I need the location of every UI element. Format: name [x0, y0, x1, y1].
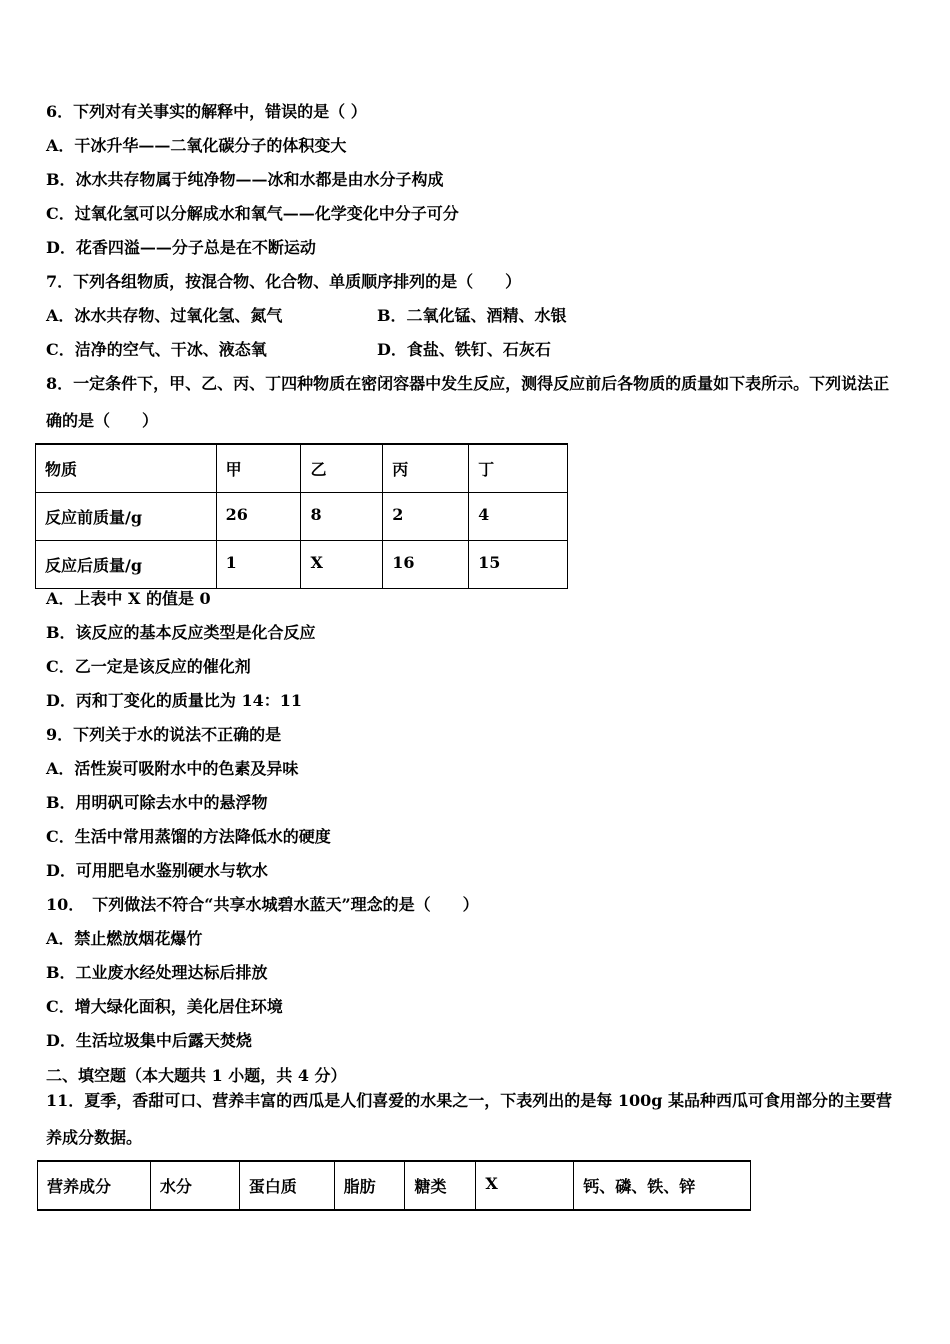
- table-header-cell: 钙、磷、铁、锌: [574, 1161, 751, 1210]
- q9-option-a: A．活性炭可吸附水中的色素及异味: [46, 759, 299, 778]
- table-cell: 26: [216, 493, 301, 541]
- q11-table: [37, 1160, 751, 1211]
- table-row: [36, 541, 568, 589]
- table-header-cell: 水分: [150, 1161, 239, 1210]
- q7-option-d: D．食盐、铁钉、石灰石: [377, 340, 551, 359]
- q6-stem: 6．下列对有关事实的解释中，错误的是（ ）: [46, 102, 367, 121]
- q6-option-d: D．花香四溢——分子总是在不断运动: [46, 238, 316, 257]
- table-header-cell: 物质: [36, 444, 217, 493]
- q8-stem-line1: 8．一定条件下，甲、乙、丙、丁四种物质在密闭容器中发生反应，测得反应前后各物质的质量如下表所示。下列说法正: [46, 374, 890, 393]
- table-header-cell: 脂肪: [334, 1161, 405, 1210]
- section-heading: 二、填空题（本大题共 1 小题，共 4 分）: [46, 1066, 347, 1085]
- q7-option-a: A．冰水共存物、过氧化氢、氮气: [46, 306, 283, 325]
- table-header-cell: 丙: [383, 444, 469, 493]
- table-cell: X: [301, 541, 383, 589]
- q10-stem: 10． 下列做法不符合“共享水城碧水蓝天”理念的是（ ）: [46, 895, 479, 914]
- q9-stem: 9．下列关于水的说法不正确的是: [46, 725, 282, 744]
- table-cell: 8: [301, 493, 383, 541]
- table-header-cell: X: [476, 1161, 574, 1210]
- q11-stem-line2: 养成分数据。: [46, 1128, 143, 1147]
- table-cell: 16: [383, 541, 469, 589]
- q8-table: [35, 443, 568, 589]
- q10-option-c: C．增大绿化面积，美化居住环境: [46, 997, 283, 1016]
- table-header-row: [38, 1161, 751, 1210]
- q8-stem-line2: 确的是（ ）: [46, 411, 159, 430]
- q8-option-c: C．乙一定是该反应的催化剂: [46, 657, 251, 676]
- q10-option-d: D．生活垃圾集中后露天焚烧: [46, 1031, 252, 1050]
- table-row: [36, 493, 568, 541]
- table-cell: 2: [383, 493, 469, 541]
- table-cell: 反应后质量/g: [36, 541, 217, 589]
- q9-option-d: D．可用肥皂水鉴别硬水与软水: [46, 861, 268, 880]
- q6-option-c: C．过氧化氢可以分解成水和氧气——化学变化中分子可分: [46, 204, 459, 223]
- table-header-cell: 乙: [301, 444, 383, 493]
- q10-option-b: B．工业废水经处理达标后排放: [46, 963, 268, 982]
- table-cell: 4: [469, 493, 568, 541]
- q11-stem-line1: 11．夏季，香甜可口、营养丰富的西瓜是人们喜爱的水果之一，下表列出的是每 100g 某品种西瓜可食用部分的主要营: [46, 1091, 892, 1110]
- table-header-cell: 丁: [469, 444, 568, 493]
- q10-option-a: A．禁止燃放烟花爆竹: [46, 929, 203, 948]
- q8-option-a: A．上表中 X 的值是 0: [46, 589, 211, 608]
- table-header-row: [36, 444, 568, 493]
- q8-option-d: D．丙和丁变化的质量比为 14：11: [46, 691, 302, 710]
- table-cell: 15: [469, 541, 568, 589]
- q6-option-b: B．冰水共存物属于纯净物——冰和水都是由水分子构成: [46, 170, 444, 189]
- q7-stem: 7．下列各组物质，按混合物、化合物、单质顺序排列的是（ ）: [46, 272, 522, 291]
- q9-option-b: B．用明矾可除去水中的悬浮物: [46, 793, 268, 812]
- table-header-cell: 营养成分: [38, 1161, 151, 1210]
- table-header-cell: 糖类: [405, 1161, 476, 1210]
- table-cell: 反应前质量/g: [36, 493, 217, 541]
- q9-option-c: C．生活中常用蒸馏的方法降低水的硬度: [46, 827, 331, 846]
- table-header-cell: 甲: [216, 444, 301, 493]
- q7-option-c: C．洁净的空气、干冰、液态氧: [46, 340, 267, 359]
- q8-option-b: B．该反应的基本反应类型是化合反应: [46, 623, 316, 642]
- q7-option-b: B．二氧化锰、酒精、水银: [377, 306, 567, 325]
- q6-option-a: A．干冰升华——二氧化碳分子的体积变大: [46, 136, 347, 155]
- table-header-cell: 蛋白质: [239, 1161, 334, 1210]
- table-cell: 1: [216, 541, 301, 589]
